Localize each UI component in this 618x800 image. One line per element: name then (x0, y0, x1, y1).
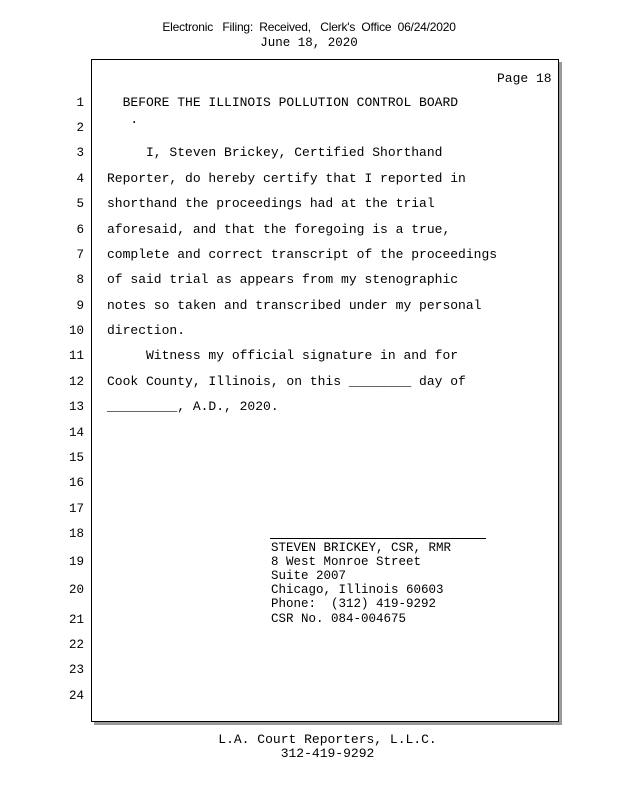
line-number: 9 (76, 299, 84, 313)
transcript-line: BEFORE THE ILLINOIS POLLUTION CONTROL BOARD (107, 95, 459, 110)
line-number: 5 (76, 197, 84, 211)
line-number: 20 (68, 583, 84, 597)
footer-company: L.A. Court Reporters, L.L.C. (218, 732, 437, 747)
transcript-line: direction. (107, 323, 186, 338)
line-number: 7 (76, 248, 84, 262)
transcript-line: Cook County, Illinois, on this ________ day of (107, 374, 466, 389)
reporter-phone: Phone: (312) 419-9292 (271, 597, 437, 611)
transcript-line: . (107, 112, 139, 127)
signature-line (270, 538, 486, 539)
reporter-suite: Suite 2007 (271, 569, 347, 583)
filing-date: June 18, 2020 (260, 36, 358, 50)
transcript-line: Witness my official signature in and for (107, 348, 459, 363)
line-number: 2 (76, 121, 84, 135)
transcript-line: notes so taken and transcribed under my personal (107, 298, 482, 313)
transcript-line: complete and correct transcript of the proceedings (107, 247, 498, 262)
reporter-csr-number: CSR No. 084-004675 (271, 612, 407, 626)
line-number: 1 (76, 96, 84, 110)
line-number: 10 (68, 324, 84, 338)
line-number: 21 (68, 613, 84, 627)
line-number: 15 (68, 451, 84, 465)
transcript-line: _________, A.D., 2020. (107, 399, 279, 414)
filing-stamp: Electronic Filing: Received, Clerk's Office 06/24/2020 (162, 20, 456, 34)
line-number: 12 (68, 375, 84, 389)
line-number: 3 (76, 146, 84, 160)
reporter-address: 8 West Monroe Street (271, 555, 422, 569)
reporter-city: Chicago, Illinois 60603 (271, 583, 444, 597)
page-number: Page 18 (497, 71, 552, 86)
transcript-line: I, Steven Brickey, Certified Shorthand (107, 145, 443, 160)
line-number: 24 (68, 689, 84, 703)
line-number: 4 (76, 172, 84, 186)
line-number: 8 (76, 273, 84, 287)
line-number: 17 (68, 502, 84, 516)
footer-phone: 312-419-9292 (280, 746, 375, 761)
line-number: 14 (68, 426, 84, 440)
reporter-name: STEVEN BRICKEY, CSR, RMR (271, 541, 452, 555)
line-number: 6 (76, 223, 84, 237)
line-number: 22 (68, 638, 84, 652)
line-number: 11 (68, 349, 84, 363)
transcript-line: of said trial as appears from my stenographic (107, 272, 459, 287)
line-number: 16 (68, 476, 84, 490)
line-number: 13 (68, 400, 84, 414)
transcript-line: aforesaid, and that the foregoing is a true, (107, 222, 451, 237)
line-number: 23 (68, 663, 84, 677)
line-number: 19 (68, 555, 84, 569)
transcript-line: Reporter, do hereby certify that I reported in (107, 171, 466, 186)
transcript-line: shorthand the proceedings had at the trial (107, 196, 435, 211)
line-number: 18 (68, 527, 84, 541)
